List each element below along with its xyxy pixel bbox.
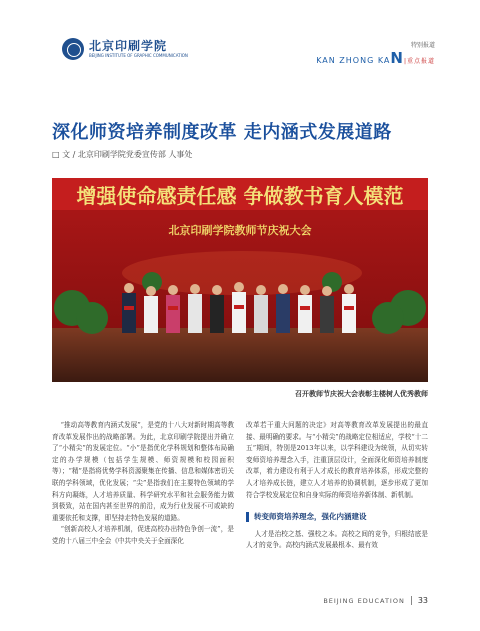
page-footer xyxy=(323,596,428,605)
footer-divider xyxy=(411,596,412,605)
body-paragraph: “创新高校人才培养机制，促进高校办出特色争创一流”，是党的十八届三中全会《中共中央关于全面深化 xyxy=(52,525,234,545)
banner-main-text: 增强使命感责任感 争做教书育人模范 xyxy=(76,184,404,208)
school-logo xyxy=(62,38,188,60)
article-column-left xyxy=(52,420,234,548)
article-column-right xyxy=(246,420,428,552)
logo-chinese-name: 北京印刷学院 xyxy=(89,38,168,53)
journal-name: BEIJING EDUCATION xyxy=(323,596,405,605)
banner-sub-text: 北京印刷学院教师节庆祝大会 xyxy=(168,224,312,237)
page-header xyxy=(0,0,480,78)
subhead-bar-icon xyxy=(246,512,249,522)
column-tag-english: KAN ZHONG KAN|重点报道 xyxy=(316,49,435,67)
body-paragraph: 人才是治校之基、强校之本。高校之间的竞争，归根结底是人才的竞争。高校内涵式发展最根本、最有效 xyxy=(246,529,428,550)
article-byline: □ 文 / 北京印刷学院党委宣传部 人事处 xyxy=(52,150,193,159)
column-tag xyxy=(316,40,435,67)
body-paragraph: 改革若干重大问题的决定》对高等教育改革发展提出的最直接、最明确的要求。与“小精尖”的战略定位相适应，学校“十二五”期间，特别是2013年以来，以学科建设为统领，从切实转变师资培养理念入手，注重顶层设计，全面深化师资培养制度改革，着力建设有利于人才成长的教育培养体系，形成完整的人才培养成长链，建立人才培养的协调机制，逐步形成了更加符合学校发展定位和自身实际的师资培养新体制、新机制。 xyxy=(246,421,428,499)
page-number: 33 xyxy=(417,596,428,605)
photo-caption: 召开教师节庆祝大会表彰主楼树人优秀教师 xyxy=(295,389,428,398)
section-subhead: 转变师资培养理念，强化内涵建设 xyxy=(246,511,428,523)
ceremony-photo xyxy=(52,178,428,382)
column-tag-small: 特别报道 xyxy=(410,42,435,49)
school-seal-icon xyxy=(62,38,84,60)
article-title: 深化师资培养制度改革 走内涵式发展道路 xyxy=(52,122,392,143)
logo-english-name: BEIJING INSTITUTE OF GRAPHIC COMMUNICATION xyxy=(89,52,188,58)
body-paragraph: “推动高等教育内涵式发展”，是党的十八大对新时期高等教育改革发展作出的战略部署。为此，北京印刷学院提出并确立了“小精尖”的发展定位。“小”是指优化学科规划和整体布局确定的办学规模（包括学生规模、师资规模和校园面积等）；“精”是指将优势学科资源聚集在传播、信息和媒体密切关联的学科领域，优化发展；“尖”是指我们在主要特色领域的学科方向凝练，人才培养质量、科学研究水平和社会服务能力做到极致，站在国内甚至世界的前沿，成为行业发展不可或缺的重要依托和支撑，即坚持走特色发展的道路。 xyxy=(52,421,234,522)
